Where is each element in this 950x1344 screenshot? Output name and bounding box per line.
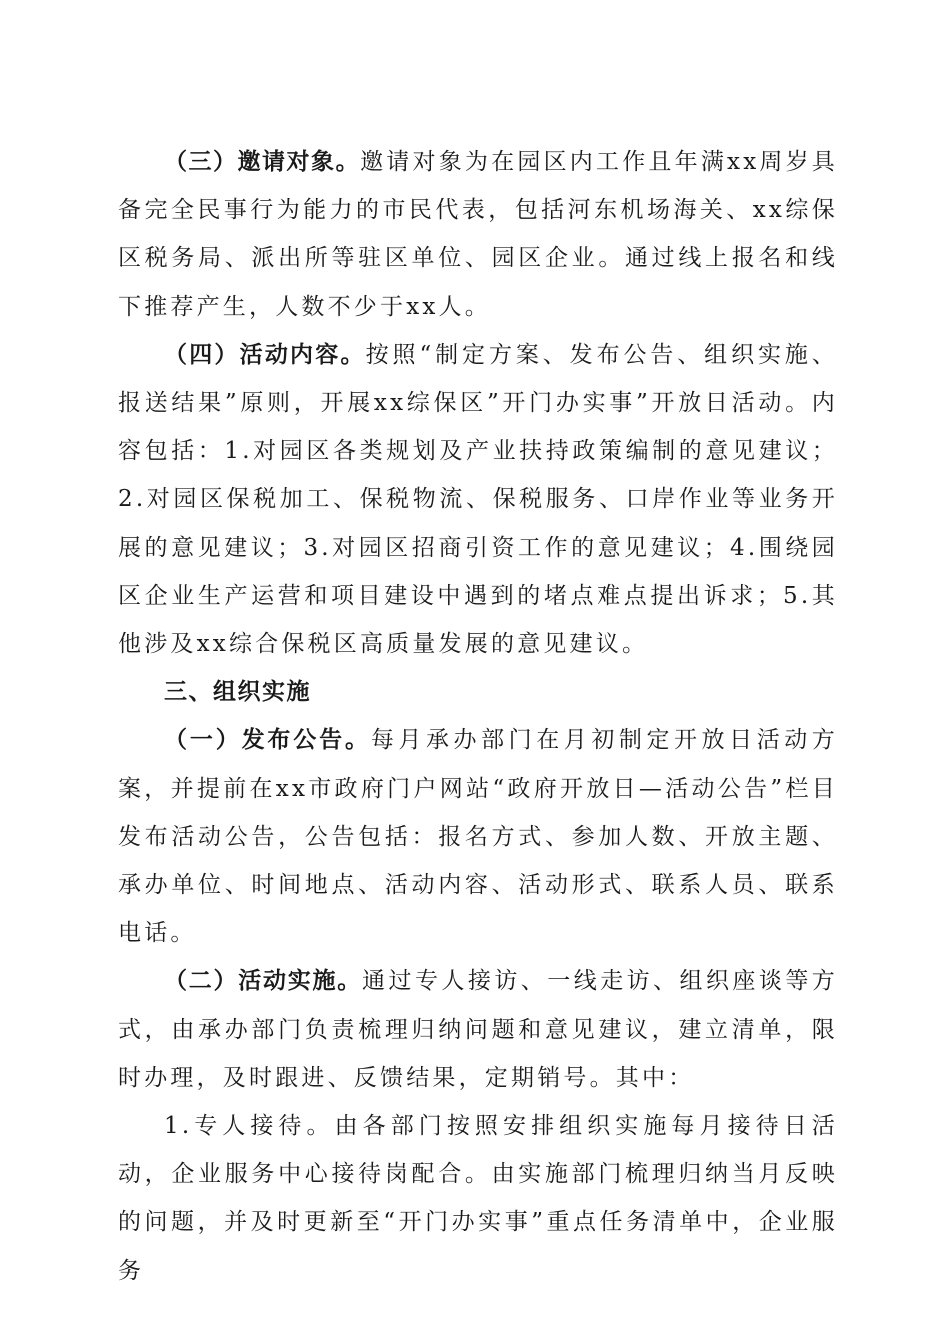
paragraph-text: 按照“制定方案、发布公告、组织实施、报送结果”原则，开展xx综保区”开门办实事”开放日活动。内容包括：1.对园区各类规划及产业扶持政策编制的意见建议；2.对园区保税加工、保税物流、保税服务、口岸作业等业务开展的意见建议；3.对园区招商引资工作的意见建议；4.围绕园区企业生产运营和项目建设中遇到的堵点难点提出诉求；5.其他涉及xx综合保税区高质量发展的意见建议。 (118, 341, 839, 658)
document-body (118, 138, 838, 1295)
paragraph-activity-content (118, 331, 838, 668)
paragraph-publish-notice (118, 716, 838, 957)
section-heading: 三、组织实施 (164, 679, 311, 706)
paragraph-text: 1.专人接待。由各部门按照安排组织实施每月接待日活动，企业服务中心接待岗配合。由实施部门梳理归纳当月反映的问题，并及时更新至“开门办实事”重点任务清单中，企业服务 (118, 1113, 838, 1284)
paragraph-text: 通过专人接访、一线走访、组织座谈等方式，由承办部门负责梳理归纳问题和意见建议，建立清单，限时办理，及时跟进、反馈结果，定期销号。其中： (118, 968, 838, 1091)
paragraph-lead: （三）邀请对象。 (164, 149, 361, 175)
paragraph-dedicated-reception (118, 1102, 838, 1295)
paragraph-invitees (118, 138, 838, 331)
paragraph-text: 邀请对象为在园区内工作且年满xx周岁具备完全民事行为能力的市民代表，包括河东机场海关、xx综保区税务局、派出所等驻区单位、园区企业。通过线上报名和线下推荐产生，人数不少于xx人。 (118, 149, 839, 320)
paragraph-lead: （二）活动实施。 (164, 968, 363, 995)
paragraph-text: 每月承办部门在月初制定开放日活动方案，并提前在xx市政府门户网站“政府开放日—活动公告”栏目发布活动公告，公告包括：报名方式、参加人数、开放主题、承办单位、时间地点、活动内容、活动形式、联系人员、联系电话。 (118, 727, 839, 947)
paragraph-lead: （四）活动内容。 (164, 341, 366, 368)
paragraph-activity-implementation (118, 957, 838, 1102)
paragraph-lead: （一）发布公告。 (164, 727, 371, 754)
